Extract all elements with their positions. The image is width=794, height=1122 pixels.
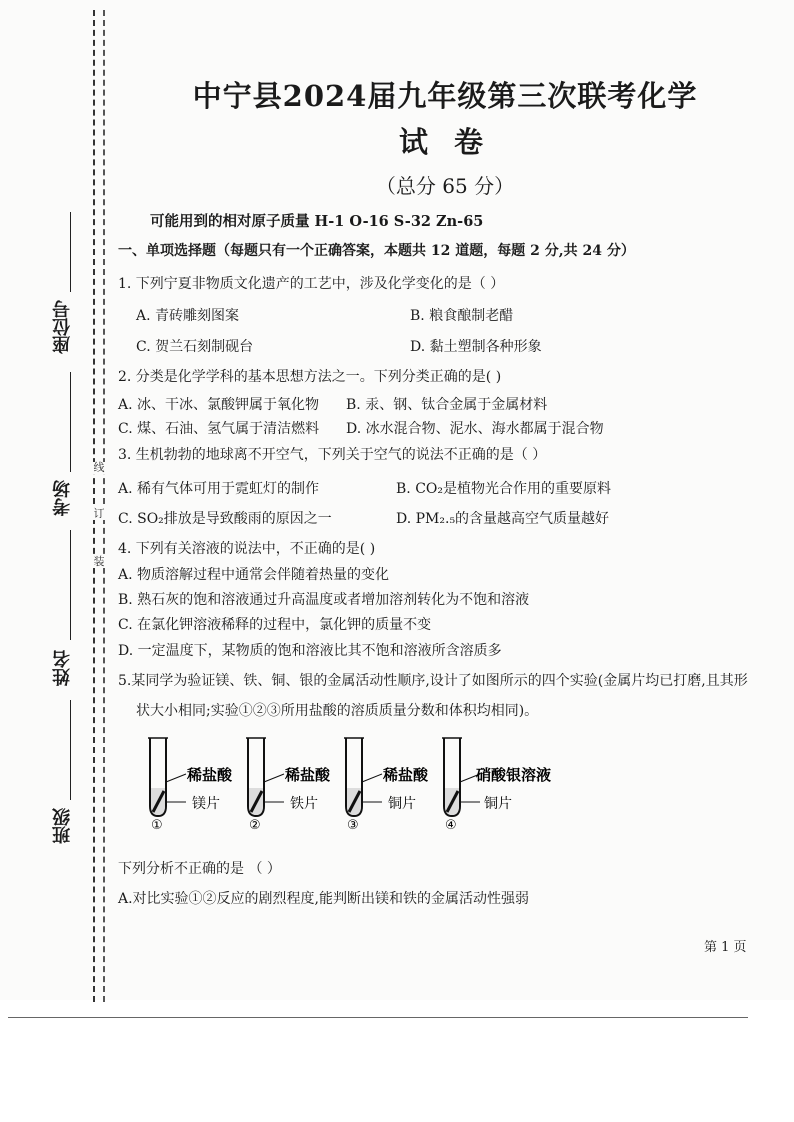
question-1-option-b: B. 粮食酿制老醋 — [410, 308, 514, 324]
question-4-option-d: D. 一定温度下，某物质的饱和溶液比其不饱和溶液所含溶质多 — [118, 643, 502, 659]
tube-1-solution: 稀盐酸 — [187, 766, 233, 784]
tube-1-metal: 镁片 — [192, 796, 220, 812]
question-2-option-a: A. 冰、干冰、氯酸钾属于氧化物 — [118, 397, 320, 413]
section-1-heading: 一、单项选择题（每题只有一个正确答案，本题共 12 道题，每题 2 分,共 24 分） — [118, 243, 635, 259]
question-1-option-a: A. 青砖雕刻图案 — [136, 308, 240, 324]
exam-title-line2: 试 卷 — [398, 125, 492, 159]
class-label: 班级 — [52, 808, 73, 844]
question-2-option-c: C. 煤、石油、氢气属于清洁燃料 — [118, 421, 320, 437]
page-number: 第 1 页 — [704, 940, 747, 955]
question-3-option-a: A. 稀有气体可用于霓虹灯的制作 — [118, 481, 320, 497]
question-4-stem: 4. 下列有关溶液的说法中，不正确的是( ) — [118, 541, 376, 557]
test-tube-1 — [148, 738, 233, 832]
question-3-option-b: B. CO₂是植物光合作用的重要原料 — [396, 481, 611, 497]
tube-4-solution: 硝酸银溶液 — [476, 766, 552, 784]
exam-title: 中宁县2024届九年级第三次联考化学 — [192, 79, 698, 113]
question-5-option-a: A.对比实验①②反应的剧烈程度,能判断出镁和铁的金属活动性强弱 — [118, 891, 530, 907]
binding-mark-order: 订 — [93, 507, 105, 520]
question-3-option-d: D. PM₂.₅的含量越高空气质量越好 — [396, 511, 610, 527]
tube-2-number: ② — [249, 818, 261, 832]
question-5-stem-cont: 状大小相同;实验①②③所用盐酸的溶质质量分数和体积均相同)。 — [136, 703, 539, 719]
seat-number-label: 座位号 — [52, 300, 73, 354]
question-4-option-b: B. 熟石灰的饱和溶液通过升高温度或者增加溶剂转化为不饱和溶液 — [118, 592, 530, 608]
test-tube-4 — [442, 738, 551, 832]
binding-dashed-line-inner — [103, 10, 105, 1002]
exam-room-label: 考场 — [52, 480, 73, 516]
tube-2-metal: 铁片 — [290, 796, 318, 812]
question-1-stem: 1. 下列宁夏非物质文化遗产的工艺中，涉及化学变化的是（ ） — [118, 276, 505, 292]
binding-dashed-line — [93, 10, 95, 1002]
question-1-option-c: C. 贺兰石刻制砚台 — [136, 339, 254, 355]
binding-mark-line: 线 — [93, 461, 105, 474]
tube-3-metal: 铜片 — [388, 796, 416, 812]
room-fill-line — [70, 372, 71, 472]
name-label: 姓名 — [52, 650, 73, 686]
experiment-diagram — [142, 736, 602, 832]
test-tube-3 — [344, 738, 429, 832]
question-3-option-c: C. SO₂排放是导致酸雨的原因之一 — [118, 511, 332, 527]
question-5-analysis: 下列分析不正确的是 （ ） — [118, 861, 281, 877]
test-tube-2 — [246, 738, 331, 832]
tube-4-metal: 铜片 — [484, 796, 512, 812]
atomic-masses: 可能用到的相对原子质量 H-1 O-16 S-32 Zn-65 — [150, 213, 484, 230]
tube-3-number: ③ — [347, 818, 359, 832]
question-2-option-d: D. 冰水混合物、泥水、海水都属于混合物 — [346, 421, 604, 437]
tube-1-number: ① — [151, 818, 163, 832]
question-3-stem: 3. 生机勃勃的地球离不开空气，下列关于空气的说法不正确的是（ ） — [118, 447, 547, 463]
question-4-option-a: A. 物质溶解过程中通常会伴随着热量的变化 — [118, 567, 390, 583]
tube-2-solution: 稀盐酸 — [285, 766, 331, 784]
page-bottom-edge — [8, 1017, 748, 1018]
binding-mark-bind: 装 — [93, 555, 105, 568]
name-fill-line — [70, 530, 71, 640]
question-4-option-c: C. 在氯化钾溶液稀释的过程中，氯化钾的质量不变 — [118, 617, 432, 633]
question-2-stem: 2. 分类是化学学科的基本思想方法之一。下列分类正确的是( ) — [118, 369, 502, 385]
question-1-option-d: D. 黏土塑制各种形象 — [410, 339, 542, 355]
seat-fill-line — [70, 212, 71, 292]
tube-3-solution: 稀盐酸 — [383, 766, 429, 784]
class-fill-line — [70, 700, 71, 800]
question-2-option-b: B. 汞、钢、钛合金属于金属材料 — [346, 397, 548, 413]
question-5-stem: 5.某同学为验证镁、铁、铜、银的金属活动性顺序,设计了如图所示的四个实验(金属片均已打磨,且其形 — [118, 673, 748, 689]
tube-4-number: ④ — [445, 818, 457, 832]
total-score: （总分 65 分） — [375, 174, 515, 198]
